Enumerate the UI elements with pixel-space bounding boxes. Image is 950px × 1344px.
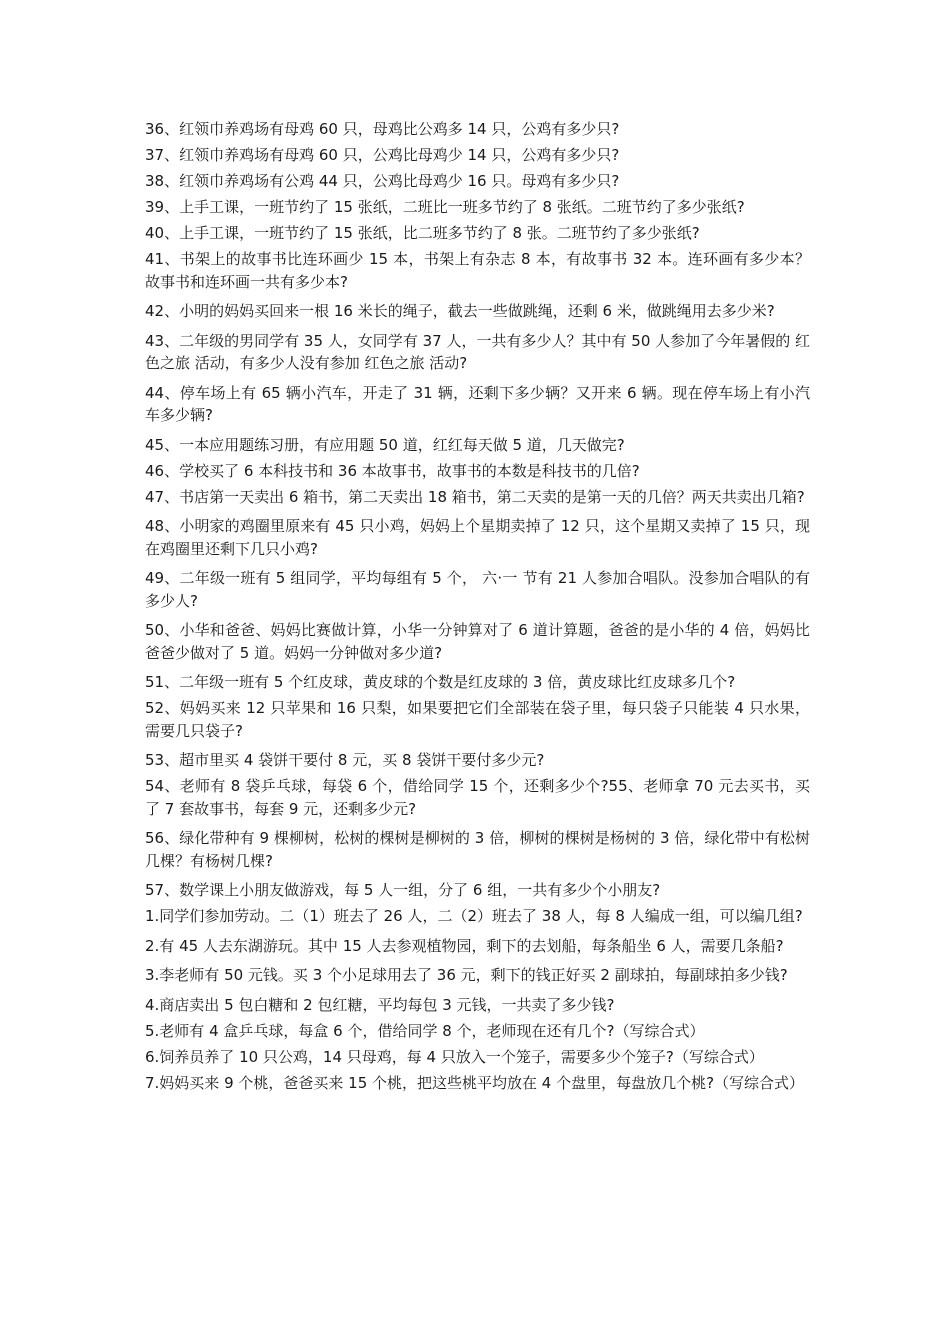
problem-item: 54、老师有 8 袋乒乓球，每袋 6 个，借给同学 15 个，还剩多少个?55、老师拿 70 元去买书，买了 7 套故事书，每套 9 元，还剩多少元? [145, 777, 810, 818]
problem-item: 57、数学课上小朋友做游戏，每 5 人一组，分了 6 组，一共有多少个小朋友? [145, 881, 661, 899]
problem-item: 7.妈妈买来 9 个桃，爸爸买来 15 个桃，把这些桃平均放在 4 个盘里，每盘放几个桃?（写综合式） [145, 1073, 805, 1092]
problem-item: 51、二年级一班有 5 个红皮球，黄皮球的个数是红皮球的 3 倍，黄皮球比红皮球多几个? [145, 673, 736, 691]
problem-list [145, 118, 810, 1098]
problem-item: 41、书架上的故事书比连环画少 15 本，书架上有杂志 8 本，有故事书 32 本。连环画有多少本？故事书和连环画一共有多少本? [145, 250, 810, 291]
problem-item: 37、红领巾养鸡场有母鸡 60 只，公鸡比母鸡少 14 只，公鸡有多少只? [145, 146, 620, 164]
problem-item: 36、红领巾养鸡场有母鸡 60 只，母鸡比公鸡多 14 只，公鸡有多少只? [145, 120, 620, 138]
problem-item: 46、学校买了 6 本科技书和 36 本故事书，故事书的本数是科技书的几倍? [145, 461, 640, 480]
problem-item: 42、小明的妈妈买回来一根 16 米长的绳子，截去一些做跳绳，还剩 6 米，做跳绳用去多少米? [145, 302, 775, 320]
problem-item: 6.饲养员养了 10 只公鸡，14 只母鸡，每 4 只放入一个笼子，需要多少个笼子?（写综合式） [145, 1047, 764, 1066]
problem-item: 5.老师有 4 盒乒乓球，每盒 6 个，借给同学 8 个，老师现在还有几个?（写综合式） [145, 1021, 705, 1040]
problem-item: 44、停车场上有 65 辆小汽车，开走了 31 辆，还剩下多少辆？又开来 6 辆。现在停车场上有小汽车多少辆? [145, 383, 810, 424]
problem-item: 39、上手工课，一班节约了 15 张纸，二班比一班多节约了 8 张纸。二班节约了多少张纸? [145, 198, 745, 216]
problem-item: 3.李老师有 50 元钱。买 3 个小足球用去了 36 元，剩下的钱正好买 2 副球拍，每副球拍多少钱? [145, 966, 788, 984]
problem-item: 52、妈妈买来 12 只苹果和 16 只梨，如果要把它们全部装在袋子里，每只袋子只能装 4 只水果，需要几只袋子? [145, 699, 810, 740]
problem-item: 1.同学们参加劳动。二（1）班去了 26 人，二（2）班去了 38 人，每 8 人编成一组，可以编几组? [145, 907, 803, 925]
problem-item: 2.有 45 人去东湖游玩。其中 15 人去参观植物园，剩下的去划船，每条船坐 6 人，需要几条船? [145, 936, 784, 955]
problem-item: 47、书店第一天卖出 6 箱书，第二天卖出 18 箱书，第二天卖的是第一天的几倍？两天共卖出几箱? [145, 487, 805, 506]
problem-item: 4.商店卖出 5 包白糖和 2 包红糖，平均每包 3 元钱，一共卖了多少钱? [145, 995, 615, 1014]
problem-item: 45、一本应用题练习册，有应用题 50 道，红红每天做 5 道，几天做完? [145, 435, 625, 454]
problem-item: 49、二年级一班有 5 组同学，平均每组有 5 个， 六·一 节有 21 人参加合唱队。没参加合唱队的有多少人? [145, 569, 810, 610]
problem-item: 40、上手工课，一班节约了 15 张纸，比二班多节约了 8 张。二班节约了多少张纸? [145, 224, 700, 242]
problem-item: 43、二年级的男同学有 35 人，女同学有 37 人，一共有多少人？其中有 50 人参加了今年暑假的 红色之旅 活动，有多少人没有参加 红色之旅 活动? [145, 331, 810, 372]
problem-item: 38、红领巾养鸡场有公鸡 44 只，公鸡比母鸡少 16 只。母鸡有多少只? [145, 172, 620, 190]
problem-item: 56、绿化带种有 9 棵柳树，松树的棵树是柳树的 3 倍，柳树的棵树是杨树的 3 倍，绿化带中有松树几棵？有杨树几棵? [145, 829, 810, 870]
problem-item: 50、小华和爸爸、妈妈比赛做计算，小华一分钟算对了 6 道计算题，爸爸的是小华的 4 倍，妈妈比爸爸少做对了 5 道。妈妈一分钟做对多少道? [145, 621, 810, 662]
problem-item: 53、超市里买 4 袋饼干要付 8 元，买 8 袋饼干要付多少元? [145, 751, 545, 769]
problem-item: 48、小明家的鸡圈里原来有 45 只小鸡，妈妈上个星期卖掉了 12 只，这个星期又卖掉了 15 只，现在鸡圈里还剩下几只小鸡? [145, 517, 810, 558]
